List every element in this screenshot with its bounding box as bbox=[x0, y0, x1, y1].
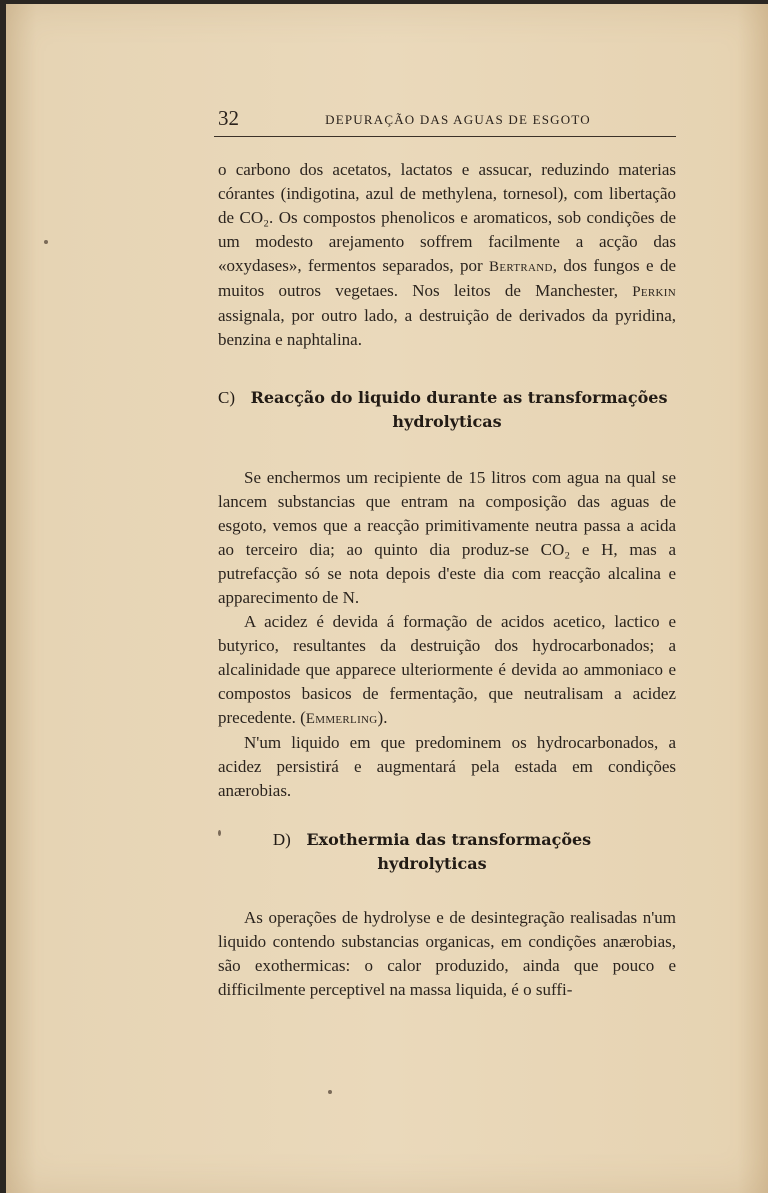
section-c-body bbox=[218, 466, 676, 803]
paragraph: Se enchermos um recipiente de 15 litros com agua na qual se lancem substancias que entram na composição das aguas de esgoto, vemos que a reacção primitivamente neutra passa a acida ao terceiro dia; ao quinto dia produz-se CO₂ e H, mas a putrefacção só se nota depois d'este dia com reacção alcalina e apparecimento de N. bbox=[218, 468, 676, 607]
paragraph-text: ). bbox=[377, 708, 388, 727]
paragraph-text: o carbono dos acetatos, lactatos e assucar, reduzindo materias córantes (indigotina, azul de methylena, tornesol), com libertação de CO₂. Os compostos phenolicos e aromaticos, sob condições de um modesto arejamento soffrem facilmente a acção das «oxydases», fermentos separados, por bbox=[218, 160, 676, 275]
section-title-line2: hydrolyticas bbox=[392, 412, 502, 431]
paragraph: As operações de hydrolyse e de desintegração realisadas n'um liquido contendo substancias organicas, em condições anærobias, são exothermicas: o calor produzido, ainda que pouco e difficilmente perceptivel na massa liquida, é o suffi- bbox=[218, 908, 676, 999]
section-label: C) bbox=[218, 388, 235, 407]
paragraph: N'um liquido em que predominem os hydrocarbonados, a acidez persistirá e augmentará pela estada em condições anærobias. bbox=[218, 733, 676, 800]
section-d-body bbox=[218, 906, 676, 1002]
paragraph-text: assignala, por outro lado, a destruição de derivados da pyridina, benzina e naphtalina. bbox=[218, 306, 676, 349]
author-name: Bertrand bbox=[489, 259, 553, 275]
page-number: 32 bbox=[218, 106, 239, 130]
section-title-line1: Reacção do liquido durante as transformações bbox=[250, 388, 668, 407]
section-title-line2: hydrolyticas bbox=[377, 854, 487, 873]
section-label: D) bbox=[272, 830, 291, 849]
paper-spot bbox=[328, 1090, 332, 1094]
section-heading-d bbox=[218, 828, 676, 876]
page-header bbox=[214, 106, 676, 137]
section-heading-c bbox=[218, 386, 676, 434]
running-title: DEPURAÇÃO DAS AGUAS DE ESGOTO bbox=[325, 112, 591, 127]
paragraph bbox=[218, 610, 676, 731]
section-title-line1: Exothermia das transformações bbox=[306, 830, 592, 849]
paragraph-text: A acidez é devida á formação de acidos acetico, lactico e butyrico, resultantes da destruição dos hydrocarbonados; a alcalinidade que apparece ulteriormente é devida ao ammoniaco e compostos basicos de fermentação, que neutralisam a acidez precedente. ( bbox=[218, 612, 676, 727]
paragraph-continued bbox=[218, 158, 676, 352]
paper-spot bbox=[44, 240, 48, 244]
author-name: Perkin bbox=[632, 284, 676, 300]
paragraph-text: , dos fungos e de muitos outros vegetaes. Nos leitos de Manchester, bbox=[218, 256, 676, 300]
author-name: Emmerling bbox=[305, 711, 378, 727]
